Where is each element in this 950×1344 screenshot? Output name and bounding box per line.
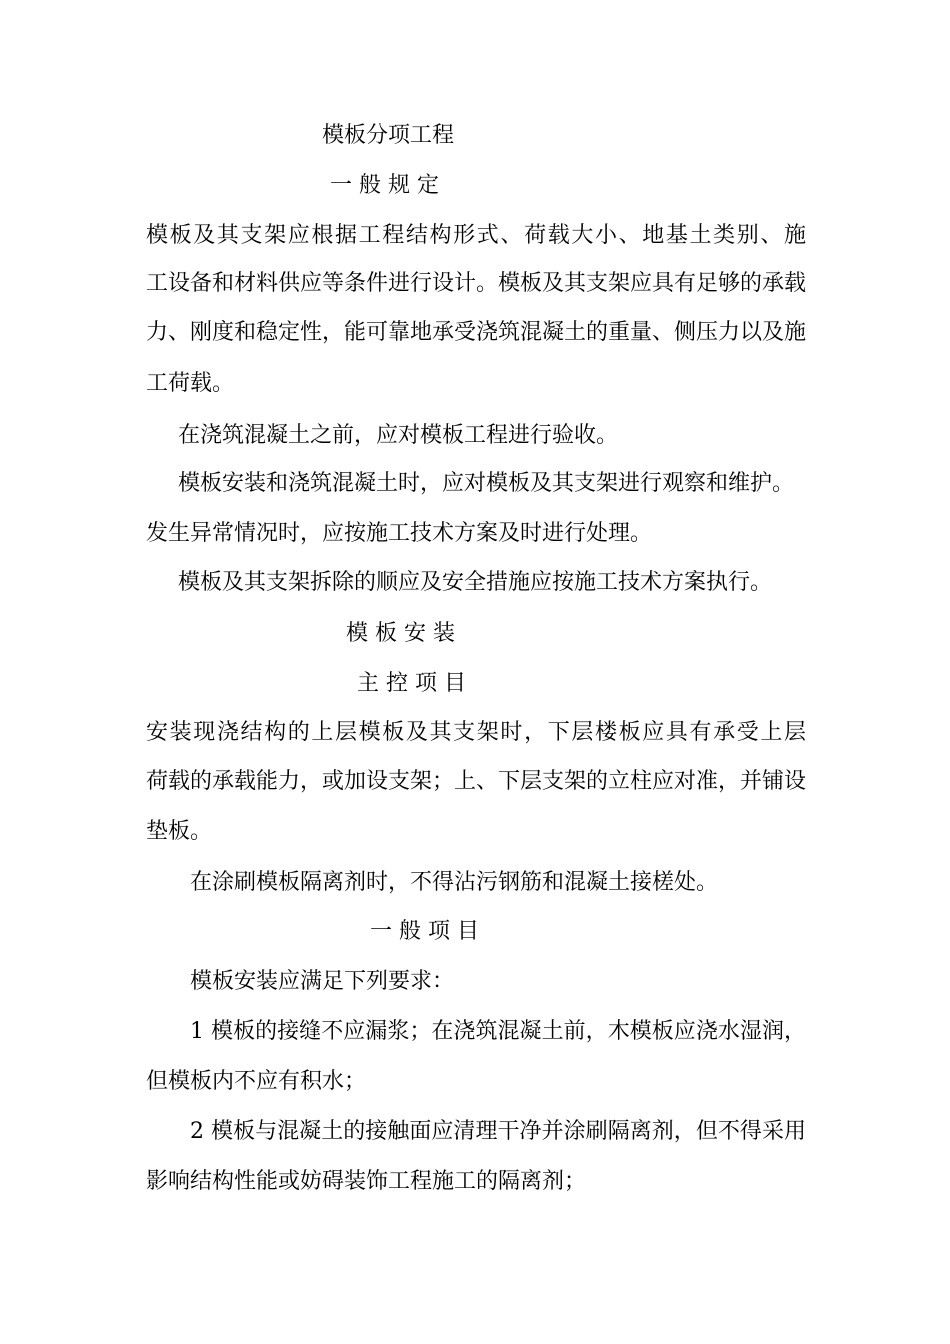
section-heading-ordinary-items: 一 般 项 目 [370,919,479,944]
section-heading-install: 模 板 安 装 [346,621,455,646]
item-1-line-1: 1 模板的接缝不应漏浆；在浇筑混凝土前，木模板应浇水湿润， [190,1019,806,1044]
main-paragraph-1-line-2: 荷载的承载能力，或加设支架；上、下层支架的立柱应对准，并铺设 [146,769,807,794]
main-paragraph-1-line-3: 垫板。 [146,819,213,844]
general-paragraph-1-line-4: 工荷载。 [146,371,235,396]
item-2-line-1: 2 模板与混凝土的接触面应清理干净并涂刷隔离剂，但不得采用 [190,1119,806,1144]
general-paragraph-1-line-1: 模板及其支架应根据工程结构形式、荷载大小、地基土类别、施 [146,223,806,248]
general-paragraph-1-line-2: 工设备和材料供应等条件进行设计。模板及其支架应具有足够的承载 [146,271,807,296]
general-paragraph-4: 模板及其支架拆除的顺应及安全措施应按施工技术方案执行。 [178,570,773,595]
section-heading-general: 一 般 规 定 [330,173,439,198]
general-paragraph-3-line-1: 模板安装和浇筑混凝土时，应对模板及其支架进行观察和维护。 [178,471,795,496]
item-1-line-2: 但模板内不应有积水； [146,1069,367,1094]
general-paragraph-2: 在浇筑混凝土之前，应对模板工程进行验收。 [178,423,619,448]
item-2-line-2: 影响结构性能或妨碍装饰工程施工的隔离剂； [146,1169,587,1194]
general-paragraph-3-line-2: 发生异常情况时，应按施工技术方案及时进行处理。 [146,521,653,546]
main-paragraph-2: 在涂刷模板隔离剂时，不得沾污钢筋和混凝土接槎处。 [190,870,719,895]
document-title: 模板分项工程 [322,123,455,148]
ordinary-intro: 模板安装应满足下列要求： [190,969,455,994]
general-paragraph-1-line-3: 力、刚度和稳定性，能可靠地承受浇筑混凝土的重量、侧压力以及施 [146,320,807,345]
main-paragraph-1-line-1: 安装现浇结构的上层模板及其支架时，下层楼板应具有承受上层 [146,720,806,745]
section-heading-main-items: 主 控 项 目 [357,671,466,696]
